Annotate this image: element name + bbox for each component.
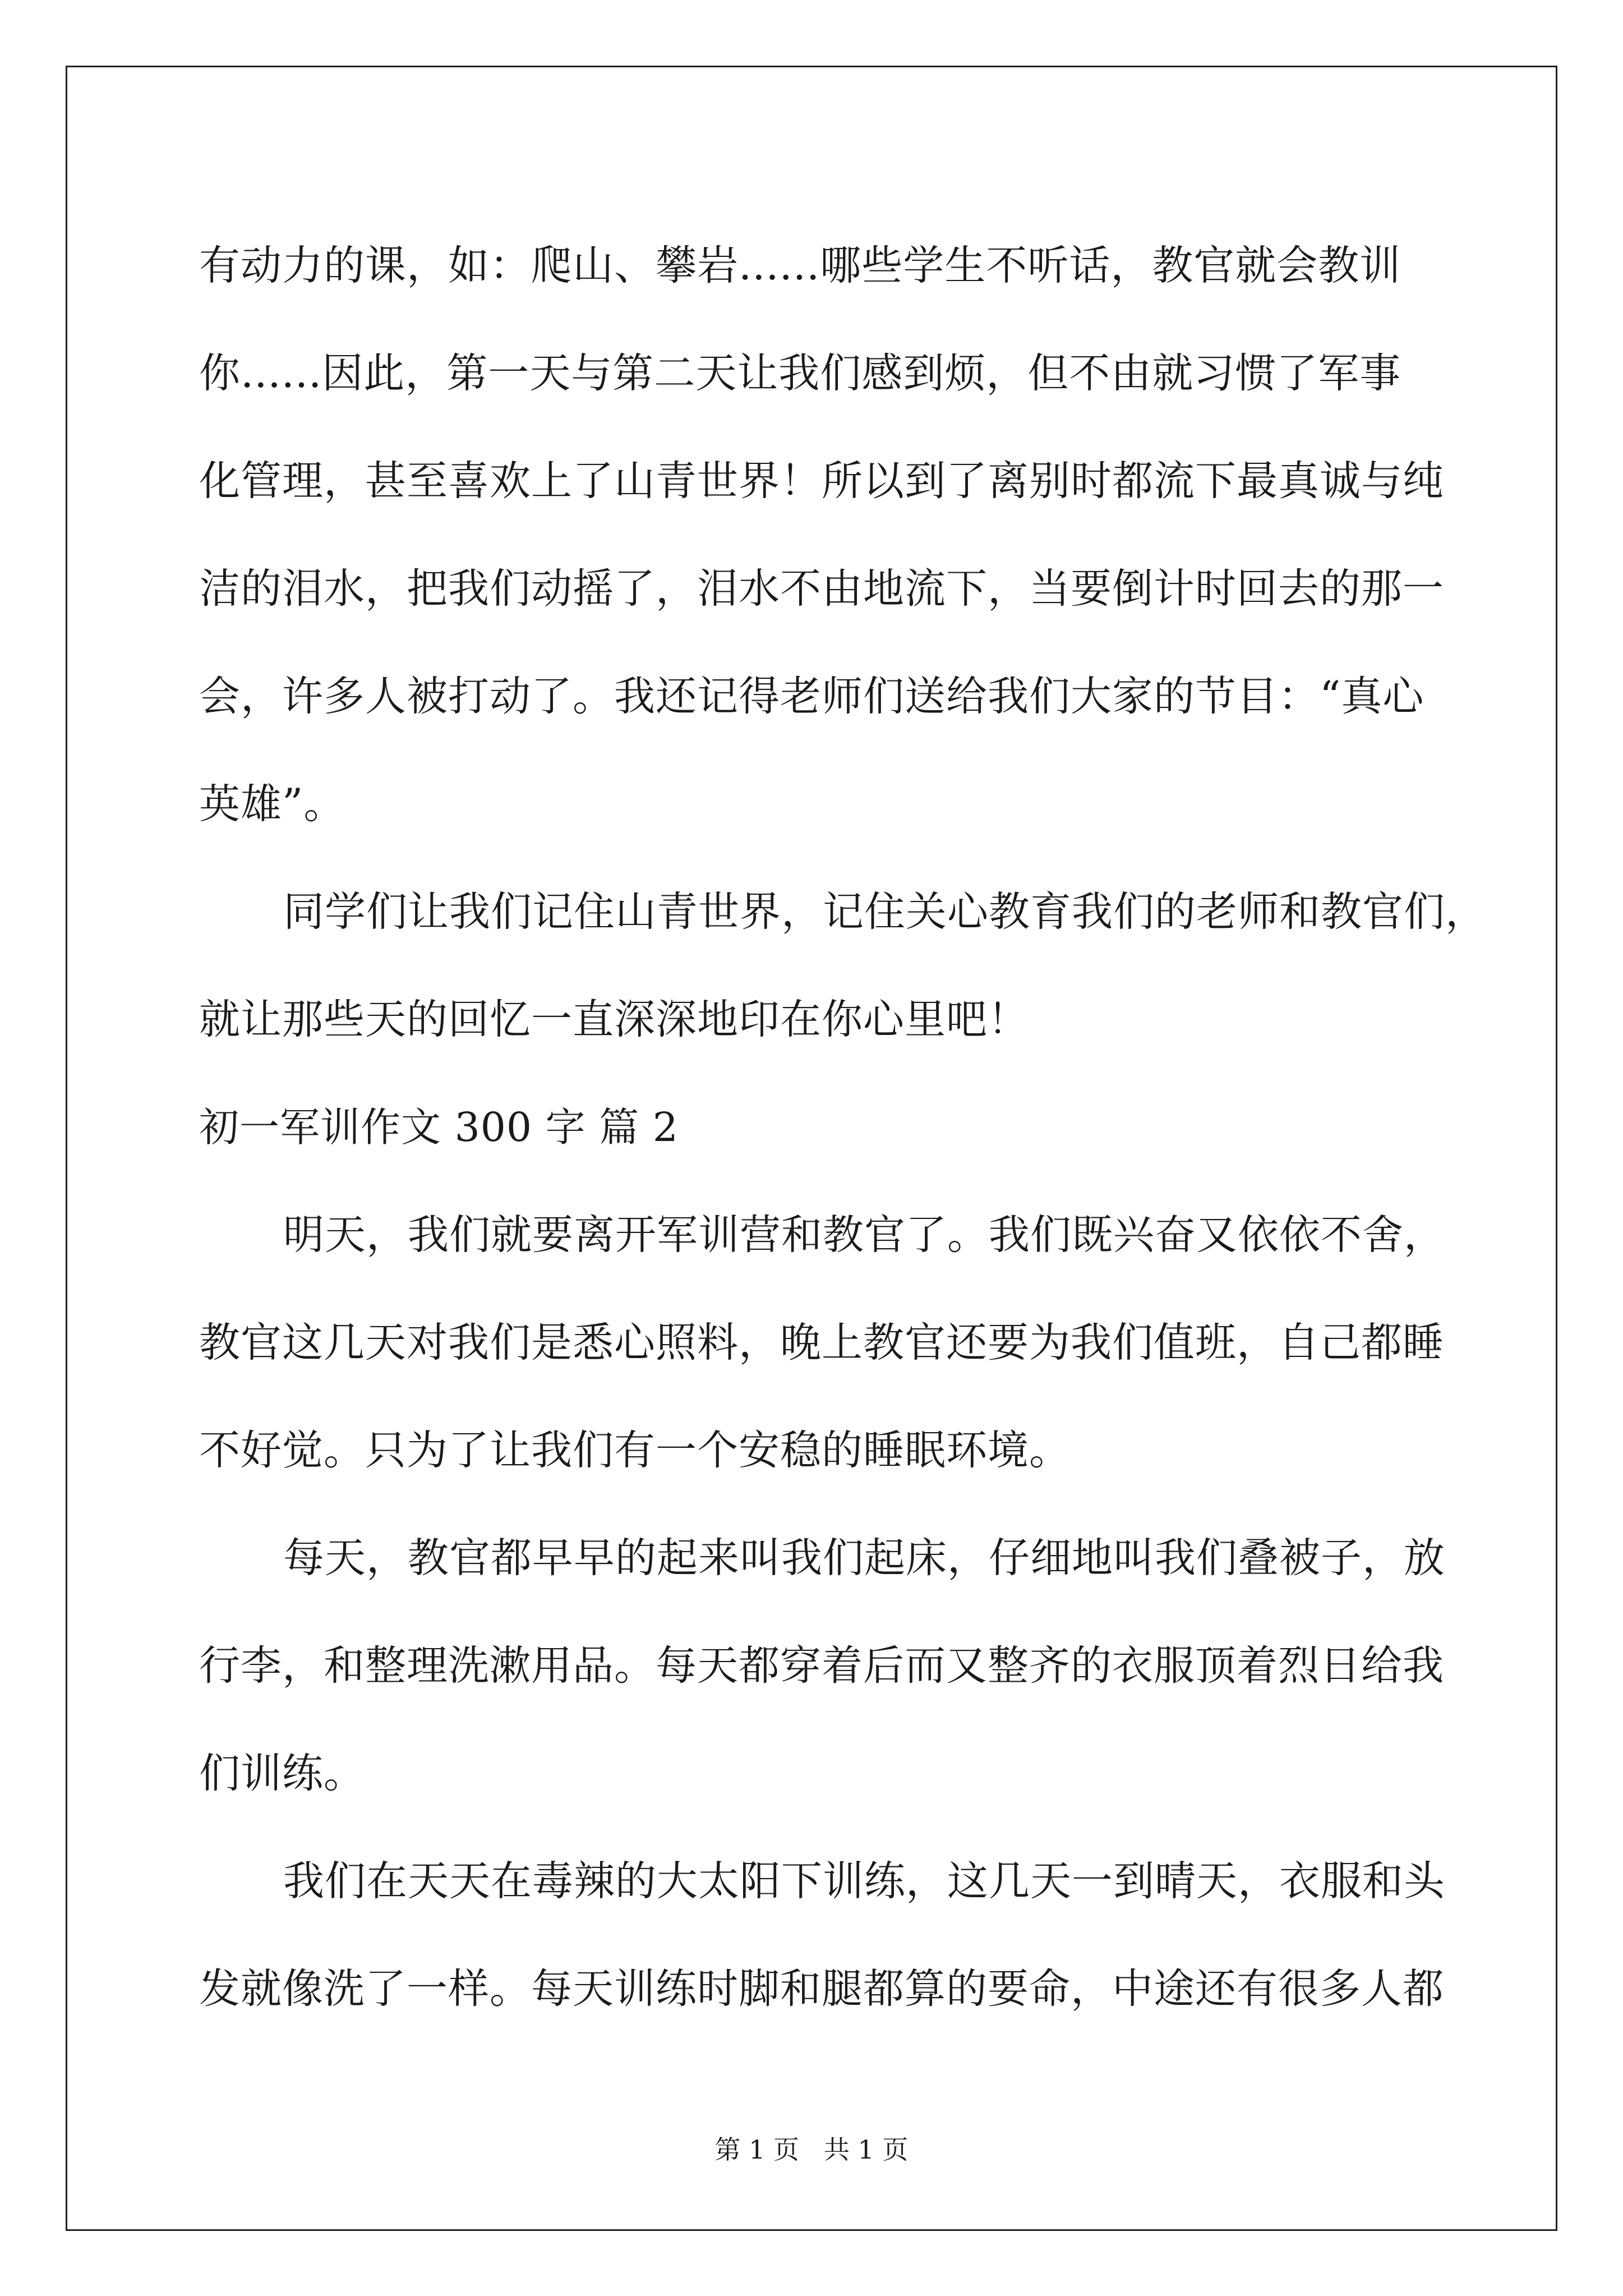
body-line: 我们在天天在毒辣的大太阳下训练，这几天一到晴天，衣服和头	[283, 1857, 1445, 1905]
body-line: 不好觉。只为了让我们有一个安稳的睡眠环境。	[199, 1427, 1071, 1474]
body-line: 英雄”。	[199, 780, 345, 828]
body-line: 有动力的课，如：爬山、攀岩......哪些学生不听话，教官就会教训	[199, 242, 1401, 289]
document-body	[199, 212, 1487, 2043]
body-line: 化管理，甚至喜欢上了山青世界！所以到了离别时都流下最真诚与纯	[199, 457, 1444, 505]
page-footer: 第 1 页 共 1 页	[714, 2134, 909, 2165]
body-line: 教官这几天对我们是悉心照料，晚上教官还要为我们值班，自己都睡	[199, 1319, 1444, 1366]
body-line: 每天，教官都早早的起来叫我们起床，仔细地叫我们叠被子，放	[283, 1534, 1445, 1582]
body-line: 洁的泪水，把我们动摇了，泪水不由地流下，当要倒计时回去的那一	[199, 565, 1444, 613]
body-line: 发就像洗了一样。每天训练时脚和腿都算的要命，中途还有很多人都	[199, 1965, 1444, 2013]
section-heading: 初一军训作文 300 字 篇 2	[199, 1104, 679, 1151]
body-line: 就让那些天的回忆一直深深地印在你心里吧！	[199, 996, 1029, 1043]
body-line: 们训练。	[199, 1750, 365, 1797]
body-line: 明天，我们就要离开军训营和教官了。我们既兴奋又依依不舍，	[283, 1211, 1445, 1259]
body-line: 你......因此，第一天与第二天让我们感到烦，但不由就习惯了军事	[199, 349, 1401, 397]
body-line: 行李，和整理洗漱用品。每天都穿着后而又整齐的衣服顶着烈日给我	[199, 1642, 1444, 1690]
body-line: 同学们让我们记住山青世界，记住关心教育我们的老师和教官们，	[283, 888, 1487, 936]
body-line: 会，许多人被打动了。我还记得老师们送给我们大家的节目：“真心	[199, 673, 1424, 720]
